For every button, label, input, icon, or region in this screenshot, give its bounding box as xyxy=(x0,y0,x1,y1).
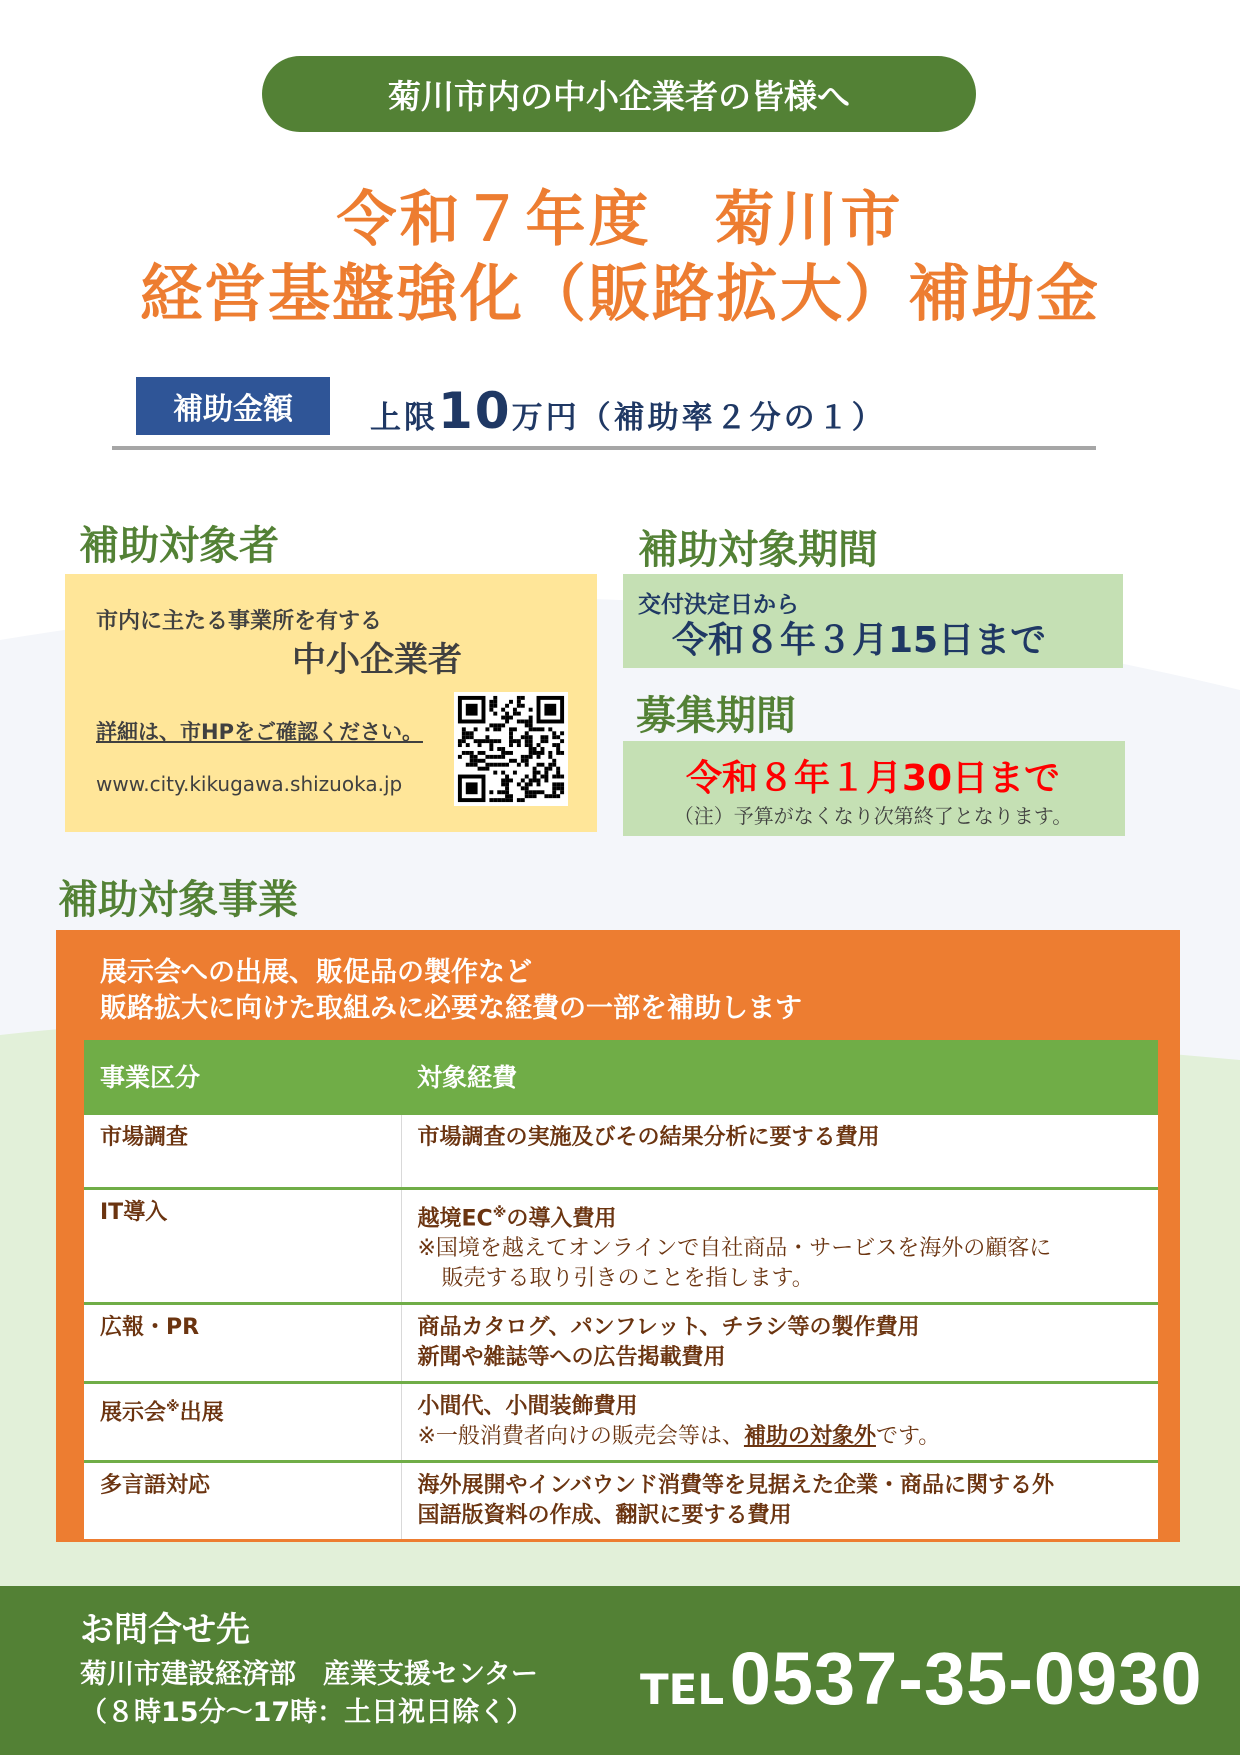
table-row xyxy=(84,1383,1158,1462)
table-header xyxy=(84,1040,1158,1114)
amount-number: 10 xyxy=(438,382,512,440)
period-line2: 令和８年３月15日まで xyxy=(672,620,1047,661)
expense-line: 新聞や雑誌等への広告掲載費用 xyxy=(417,1345,726,1371)
contact-hours: （８時15分～17時：土日祝日除く） xyxy=(80,1697,534,1728)
note-emphasis: 補助の対象外 xyxy=(743,1424,876,1450)
row-expenses xyxy=(401,1462,1158,1540)
tel-number[interactable]: 0537-35-0930 xyxy=(729,1637,1203,1720)
period-line1: 交付決定日から xyxy=(638,592,799,618)
page-title-line2: 経営基盤強化（販路拡大）補助金 xyxy=(139,257,1100,330)
expense-note xyxy=(418,1422,1143,1452)
col-expenses: 対象経費 xyxy=(401,1040,1158,1114)
business-heading: 補助対象事業 xyxy=(58,877,298,923)
expense-line: 小間代、小間装飾費用 xyxy=(417,1394,638,1420)
row-expenses xyxy=(401,1189,1158,1304)
business-intro2: 販路拡大に向けた取組みに必要な経費の一部を補助します xyxy=(100,993,802,1024)
category-text: 出展 xyxy=(179,1400,224,1426)
target-line1: 市内に主たる事業所を有する xyxy=(96,609,383,634)
row-category: 市場調査 xyxy=(84,1114,401,1189)
expense-text: の導入費用 xyxy=(506,1206,617,1232)
business-table xyxy=(84,1040,1158,1539)
footnote-mark: ※ xyxy=(492,1205,507,1221)
category-text: 展示会 xyxy=(100,1400,167,1426)
table-row xyxy=(84,1462,1158,1540)
row-category: IT導入 xyxy=(84,1189,401,1304)
table-row xyxy=(84,1114,1158,1189)
divider xyxy=(112,446,1096,450)
expense-note: ※国境を越えてオンラインで自社商品・サービスを海外の顧客に xyxy=(417,1236,1052,1262)
note-text: ※一般消費者向けの販売会等は、 xyxy=(417,1424,744,1450)
row-category: 多言語対応 xyxy=(84,1462,401,1540)
row-category: 広報・PR xyxy=(84,1304,401,1383)
contact-department: 菊川市建設経済部 産業支援センター xyxy=(80,1659,538,1690)
expense-line: 海外展開やインバウンド消費等を見据えた企業・商品に関する外 xyxy=(417,1473,1054,1499)
contact-title: お問合せ先 xyxy=(80,1610,250,1650)
business-intro1: 展示会への出展、販促品の製作など xyxy=(100,957,532,988)
recruit-deadline: 令和８年１月30日まで xyxy=(685,758,1061,799)
expense-note: 販売する取り引きのことを指します。 xyxy=(441,1266,814,1292)
amount-prefix: 上限 xyxy=(370,400,438,436)
target-note-link[interactable]: 詳細は、市HPをご確認ください。 xyxy=(96,720,423,744)
recruit-heading: 募集期間 xyxy=(636,693,796,739)
tel-label: TEL xyxy=(640,1665,725,1714)
recruit-note: （注）予算がなくなり次第終了となります。 xyxy=(673,804,1073,828)
row-expenses xyxy=(401,1114,1158,1189)
expense-text: 越境EC xyxy=(417,1206,493,1232)
amount-badge: 補助金額 xyxy=(136,377,330,435)
row-expenses xyxy=(401,1304,1158,1383)
qr-code-icon xyxy=(454,692,568,806)
note-text: です。 xyxy=(875,1424,941,1450)
row-expenses xyxy=(401,1383,1158,1462)
table-row xyxy=(84,1189,1158,1304)
table-row xyxy=(84,1304,1158,1383)
row-category xyxy=(84,1383,401,1462)
target-url[interactable]: www.city.kikugawa.shizuoka.jp xyxy=(96,772,403,796)
footnote-mark: ※ xyxy=(166,1399,180,1416)
period-heading: 補助対象期間 xyxy=(638,527,878,573)
expense-line: 商品カタログ、パンフレット、チラシ等の製作費用 xyxy=(417,1315,920,1341)
col-category: 事業区分 xyxy=(84,1040,401,1114)
amount-text xyxy=(370,382,886,440)
target-heading: 補助対象者 xyxy=(79,523,279,569)
expense-line xyxy=(418,1198,1143,1234)
audience-pill: 菊川市内の中小企業者の皆様へ xyxy=(262,56,976,132)
contact-tel[interactable] xyxy=(640,1636,1203,1721)
expense-line: 国語版資料の作成、翻訳に要する費用 xyxy=(417,1503,792,1529)
target-line2: 中小企業者 xyxy=(292,640,462,680)
amount-suffix: 万円（補助率２分の１） xyxy=(511,400,886,436)
page-title-line1: 令和７年度 菊川市 xyxy=(336,185,904,255)
expense-line: 市場調査の実施及びその結果分析に要する費用 xyxy=(417,1125,880,1150)
